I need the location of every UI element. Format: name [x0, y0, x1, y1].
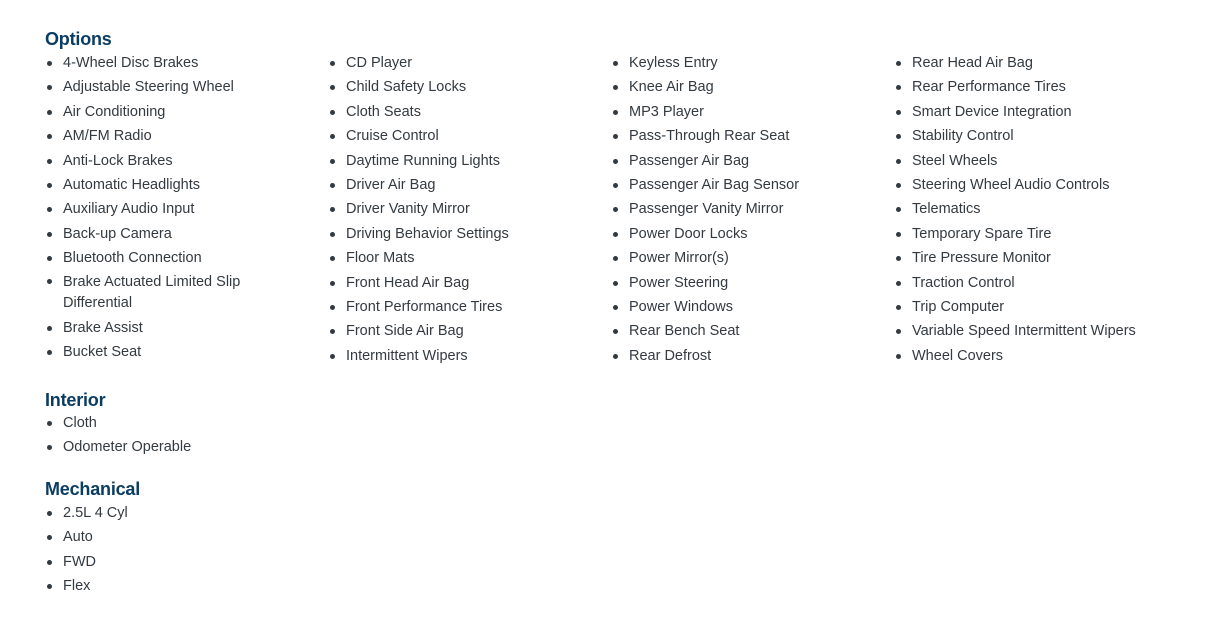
option-item: Back-up Camera — [45, 222, 305, 246]
mechanical-item: FWD — [45, 550, 305, 574]
option-item: Driving Behavior Settings — [328, 222, 588, 246]
option-item: Child Safety Locks — [328, 75, 588, 99]
options-column-3 — [611, 51, 871, 368]
option-item: Stability Control — [894, 124, 1194, 148]
option-item: Passenger Vanity Mirror — [611, 197, 871, 221]
option-item: Floor Mats — [328, 246, 588, 270]
option-item: Variable Speed Intermittent Wipers — [894, 319, 1194, 343]
option-item: Adjustable Steering Wheel — [45, 75, 305, 99]
option-item: Wheel Covers — [894, 344, 1194, 368]
option-item: 4-Wheel Disc Brakes — [45, 51, 305, 75]
option-item: Front Performance Tires — [328, 295, 588, 319]
option-item: Anti-Lock Brakes — [45, 149, 305, 173]
option-item: Air Conditioning — [45, 100, 305, 124]
option-item: Keyless Entry — [611, 51, 871, 75]
option-item: Telematics — [894, 197, 1194, 221]
option-item: Rear Performance Tires — [894, 75, 1194, 99]
option-item: Brake Assist — [45, 316, 305, 340]
option-item: Passenger Air Bag — [611, 149, 871, 173]
option-item: Bluetooth Connection — [45, 246, 305, 270]
option-item: Daytime Running Lights — [328, 149, 588, 173]
option-item: Passenger Air Bag Sensor — [611, 173, 871, 197]
options-column-2 — [328, 51, 588, 368]
option-item: Driver Air Bag — [328, 173, 588, 197]
option-item: Rear Head Air Bag — [894, 51, 1194, 75]
interior-list — [45, 411, 305, 460]
option-item: Brake Actuated Limited Slip Differential — [45, 271, 268, 316]
option-item: Front Side Air Bag — [328, 319, 588, 343]
option-item: Traction Control — [894, 271, 1194, 295]
option-item: Auxiliary Audio Input — [45, 197, 305, 221]
option-item: Rear Bench Seat — [611, 319, 871, 343]
options-heading: Options — [45, 29, 112, 49]
option-item: Cloth Seats — [328, 100, 588, 124]
mechanical-item: Auto — [45, 525, 305, 549]
interior-item: Odometer Operable — [45, 435, 305, 459]
option-item: Power Mirror(s) — [611, 246, 871, 270]
option-item: Bucket Seat — [45, 340, 305, 364]
option-item: Steering Wheel Audio Controls — [894, 173, 1194, 197]
option-item: AM/FM Radio — [45, 124, 305, 148]
options-column-4 — [894, 51, 1194, 368]
mechanical-item: 2.5L 4 Cyl — [45, 501, 305, 525]
option-item: Trip Computer — [894, 295, 1194, 319]
option-item: Cruise Control — [328, 124, 588, 148]
option-item: Temporary Spare Tire — [894, 222, 1194, 246]
option-item: Tire Pressure Monitor — [894, 246, 1194, 270]
option-item: CD Player — [328, 51, 588, 75]
option-item: Power Door Locks — [611, 222, 871, 246]
option-item: Pass-Through Rear Seat — [611, 124, 871, 148]
option-item: Rear Defrost — [611, 344, 871, 368]
option-item: Power Windows — [611, 295, 871, 319]
interior-item: Cloth — [45, 411, 305, 435]
interior-heading: Interior — [45, 390, 106, 410]
mechanical-heading: Mechanical — [45, 479, 141, 499]
option-item: Driver Vanity Mirror — [328, 197, 588, 221]
options-column-1 — [45, 51, 305, 364]
option-item: Steel Wheels — [894, 149, 1194, 173]
option-item: Intermittent Wipers — [328, 344, 588, 368]
option-item: Automatic Headlights — [45, 173, 305, 197]
mechanical-list — [45, 501, 305, 599]
option-item: MP3 Player — [611, 100, 871, 124]
option-item: Power Steering — [611, 271, 871, 295]
mechanical-item: Flex — [45, 574, 305, 598]
option-item: Front Head Air Bag — [328, 271, 588, 295]
option-item: Smart Device Integration — [894, 100, 1194, 124]
option-item: Knee Air Bag — [611, 75, 871, 99]
